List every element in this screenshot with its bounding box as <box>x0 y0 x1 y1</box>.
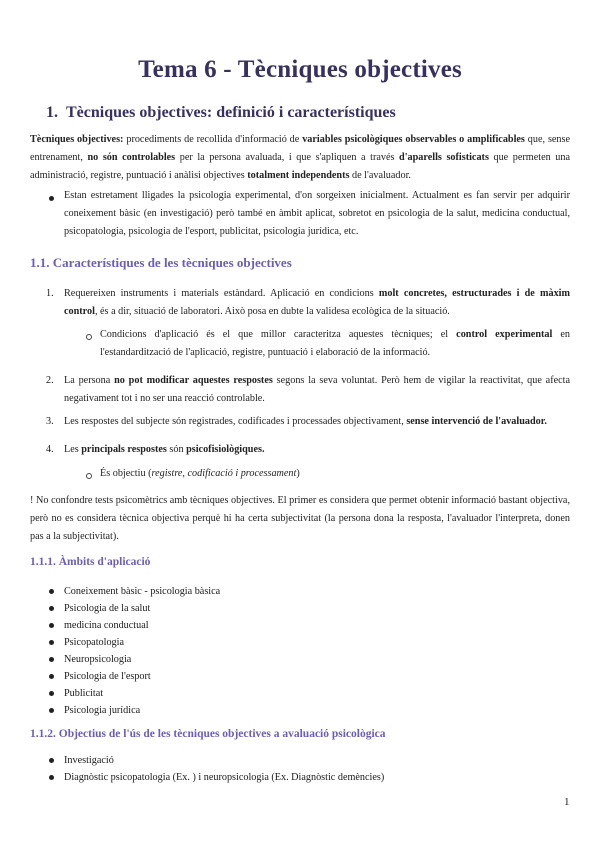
list-item: Neuropsicologia <box>64 654 132 665</box>
intro-bold: totalment independents <box>247 170 350 181</box>
list-item: Diagnòstic psicopatologia (Ex. ) i neuropsicologia (Ex. Diagnòstic demències) <box>64 772 385 783</box>
intro-bold: no són controlables <box>87 152 176 163</box>
sub-bullet-circle <box>86 334 92 340</box>
section-1-heading <box>46 104 396 122</box>
list-number: 2. <box>46 375 54 386</box>
bullet-dot <box>49 674 54 679</box>
section-1-1-1-heading: 1.1.1. Àmbits d'aplicació <box>30 556 151 568</box>
intro-text: que, sense entrenament, <box>30 134 571 163</box>
list-item-1 <box>64 285 570 321</box>
item-text: segons la seva voluntat. Però hem de vigilar la reactivitat, que afecta negativament tot i no ser una reacció controlable. <box>64 375 570 404</box>
page-number: 1 <box>564 796 570 808</box>
section-title: Tècniques objectives: definició i característiques <box>66 104 396 121</box>
list-number: 1. <box>46 288 54 299</box>
item-text: ) <box>296 468 300 479</box>
list-item: Psicologia de l'esport <box>64 671 151 682</box>
item-bold: control experimental <box>456 329 553 340</box>
intro-bullet: Estan estretament lligades la psicologia experimental, d'on sorgeixen inicialment. Actualment es fan servir per adquirir coneixement bàsic (en investigació) però també en àmbit aplicat, sobretot en psicologia de la salut, medicina conductual, psicopatologia, psicologia de l'esport, publicitat, psicologia jurídica, etc. <box>64 190 570 237</box>
item-bold: psicofisiològiques. <box>186 444 265 455</box>
intro-text: procediments de recollida d'informació de <box>123 134 303 145</box>
list-item: Psicopatologia <box>64 637 124 648</box>
list-item-4-sub <box>100 465 570 483</box>
list-item: Psicologia de la salut <box>64 603 151 614</box>
item-bold: no pot modificar aquestes respostes <box>114 375 273 386</box>
list-item: medicina conductual <box>64 620 149 631</box>
intro-text: que permeten una administració, registre, puntuació i anàlisi objectives <box>30 152 570 181</box>
item-bold: principals respostes <box>81 444 167 455</box>
list-item-2 <box>64 372 570 408</box>
section-number: 1. <box>46 104 58 121</box>
item-bold: molt concretes, estructurades i de màxim control <box>64 288 570 317</box>
item-italic: registre, codificació i processament <box>151 468 297 479</box>
item-text: Requereixen instruments i materials estàndard. Aplicació en condicions <box>64 288 379 299</box>
bullet-dot <box>49 758 54 763</box>
item-text: Les respostes del subjecte són registrades, codificades i processades objectivament, <box>64 416 407 427</box>
bullet-dot <box>49 623 54 628</box>
intro-term: Tècniques objectives: <box>30 134 124 145</box>
item-text: són <box>166 444 187 455</box>
intro-text: per la persona avaluada, i que s'apliquen a través <box>175 152 400 163</box>
list-item-3 <box>64 413 570 431</box>
bullet-dot <box>49 606 54 611</box>
item-text: Les <box>64 444 82 455</box>
list-item: Psicologia jurídica <box>64 705 141 716</box>
intro-paragraph <box>30 131 570 185</box>
bullet-dot <box>49 708 54 713</box>
note-paragraph: ! No confondre tests psicomètrics amb tècniques objectives. El primer es considera que permet obtenir informació bastant objectiva, però no es considera tècnica objectiva perquè hi ha certa subjectivitat (la persona dona la resposta, l'avaluador l'interpreta, donen pas a la subjectivitat). <box>30 495 570 542</box>
list-number: 3. <box>46 416 54 427</box>
list-item: Investigació <box>64 755 114 766</box>
item-text: , és a dir, situació de laboratori. Això posa en dubte la validesa ecològica de la situació. <box>94 306 450 317</box>
bullet-dot <box>49 589 54 594</box>
bullet-dot <box>49 775 54 780</box>
list-number: 4. <box>46 444 54 455</box>
intro-bold: variables psicològiques observables o amplificables <box>302 134 525 145</box>
item-text: És objectiu ( <box>100 468 152 479</box>
section-1-1-2-heading: 1.1.2. Objectius de l'ús de les tècniques objectives a avaluació psicològica <box>30 728 386 740</box>
item-text: Condicions d'aplicació és el que millor caracteritza aquestes tècniques; el <box>100 329 457 340</box>
bullet-dot <box>49 691 54 696</box>
intro-text: de l'avaluador. <box>349 170 411 181</box>
bullet-dot <box>49 640 54 645</box>
sub-bullet-circle <box>86 473 92 479</box>
intro-bold: d'aparells sofisticats <box>399 152 489 163</box>
page-title: Tema 6 - Tècniques objectives <box>138 56 462 83</box>
item-bold: sense intervenció de l'avaluador. <box>406 416 547 427</box>
list-item-1-sub <box>100 326 570 362</box>
list-item: Publicitat <box>64 688 104 699</box>
list-item-4 <box>64 441 570 459</box>
bullet-dot <box>49 657 54 662</box>
bullet-dot <box>49 196 54 201</box>
section-1-1-heading: 1.1. Característiques de les tècniques objectives <box>30 255 292 270</box>
item-text: en l'estandardització de l'aplicació, registre, puntuació i elaboració de la informació. <box>100 329 570 358</box>
list-item: Coneixement bàsic - psicologia bàsica <box>64 586 221 597</box>
item-text: La persona <box>64 375 115 386</box>
